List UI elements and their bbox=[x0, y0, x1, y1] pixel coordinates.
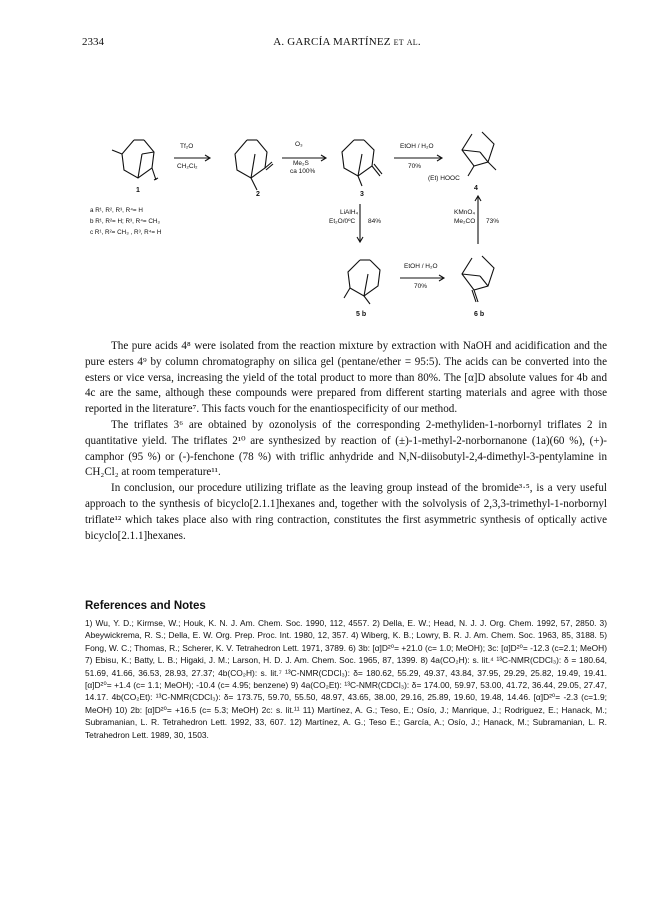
compound-6b-structure bbox=[462, 256, 494, 302]
substituent-legend-a: a R¹, R², R³, R⁴= H bbox=[90, 207, 143, 214]
arrow-1-to-2 bbox=[174, 155, 210, 161]
reagent-o3: O₃ bbox=[295, 141, 303, 148]
arrow-5b-to-6b bbox=[400, 275, 444, 281]
compound-label-2: 2 bbox=[256, 191, 260, 198]
reagent-etoh-h2o-1: EtOH / H₂O bbox=[400, 143, 434, 150]
acid-group-label: (Et) HOOC bbox=[428, 175, 460, 182]
compound-3-structure bbox=[342, 140, 382, 186]
compound-2-structure bbox=[235, 140, 273, 190]
references-list: 1) Wu, Y. D.; Kirmse, W.; Houk, K. N. J. Am. Chem. Soc. 1990, 112, 4557. 2) Della, E. W.; Head, N. J. J. Org. Chem. 1992, 57, 2850. 3) Abeywickrema, R. S.; Della, E. W. Org. Prep. Proc. Int. 1980, 12, 357. 4) Wiberg, K. B.; Lowry, B. R. J. Am. Chem. Soc. 1963, 85, 3188. 5) Fong, W. C.; Thomas, R.; Scherer, K. V. Tetrahedron Lett. 1971, 3789. 6) 3b: [α]D²⁰= +21.0 (c= 1.0; MeOH); 3c: [α]D²⁰= -12.3 (c=2.1; MeOH) 7) Ebisu, K.; Batty, L. B.; Higaki, J. M.; Larson, H. D. J. Am. Chem. Soc. 1965, 87, 1399. 8) 4a(CO₂H): s. lit.⁴ ¹³C-NMR(CDCl₃): δ = 180.64, 51.69, 41.66, 36.53, 28.93, 27.37; 4b(CO₂H): s. lit.⁷ ¹³C-NMR(CDCl₃): δ= 180.62, 55.29, 49.37, 43.84, 37.95, 29.29, 25.82, 19.49, 19.41. [α]D²⁰= +1.4 (c= 1.1; MeOH); -10.4 (c= 4.95; benzene) 9) 4a(CO₂Et): ¹³C-NMR(CDCl₃): δ= 174.00, 59.97, 53.00, 41.72, 36.44, 29.05, 27.47, 14.17. 4b(CO₂Et): ¹³C-NMR(CDCl₃): δ= 173.75, 59.70, 55.50, 48.97, 43.65, 38.00, 29.16, 25.89, 19.60, 19.48, 14.46. [α]D²⁰= -2.3 (c=1.9; MeOH) 10) 2b: [α]D²⁰= +16.5 (c= 5.3; MeOH) 2c: s. lit.¹¹ 11) Martínez, A. G.; Teso, E.; Osío, J.; Manrique, J.; Rodriguez, E.; Hanack, M.; Subramanian, L. R. Tetrahedron Lett. 1992, 33, 607. 12) Martínez, A. G.; Teso E.; García, A.; Osío, J.; Hanack, M.; Subramanian, L. R. Tetrahedron Lett. 1989, 30, 1503. bbox=[85, 618, 607, 740]
page-number: 2334 bbox=[82, 36, 104, 48]
substituent-legend-c: c R¹, R²= CH₃ , R³, R⁴= H bbox=[90, 229, 162, 236]
compound-label-3: 3 bbox=[360, 191, 364, 198]
body-text bbox=[85, 339, 607, 544]
paragraph-conclusion: In conclusion, our procedure utilizing triflate as the leaving group instead of the bromide³·⁵, is a very useful approach to the synthesis of bicyclo[2.1.1]hexanes and, together with the solvolysis of 2,3,3-trimethyl-1-norbornyl triflate¹² which takes place also with ring contraction, constitutes the first asymmetric synthesis of optically active bicyclo[2.1.1]hexanes. bbox=[85, 482, 607, 542]
reagent-tf2o: Tf₂O bbox=[180, 143, 194, 150]
yield-reduction: 84% bbox=[368, 218, 382, 225]
compound-label-4: 4 bbox=[474, 185, 478, 192]
yield-solvolysis-1: 70% bbox=[408, 163, 422, 170]
yield-oxidation: 73% bbox=[486, 218, 500, 225]
paragraph-acids: The pure acids 4⁸ were isolated from the reaction mixture by extraction with NaOH and acidification and the pure esters 4⁹ by column chromatography on silica gel (pentane/ether = 95:5). The acids can be converted into the esters or vice versa, increasing the yield of the total product to more than 80%. The [α]D absolute values for 4b and 4c are the same, although these compounds were prepared from different starting materials and agree with those reported in the literature⁷. This facts vouch for the enantiospecificity of our method. bbox=[85, 340, 607, 416]
reagent-etoh-h2o-2: EtOH / H₂O bbox=[404, 263, 438, 270]
substituent-legend-b: b R¹, R²= H; R³, R⁴= CH₃ bbox=[90, 218, 160, 225]
paragraph-triflates: The triflates 3⁶ are obtained by ozonolysis of the corresponding 2-methyliden-1-norbornyl triflates 2 in quantitative yield. The triflates 2¹⁰ are synthesized by reaction of (±)-1-methyl-2-norbornanone (1a)(60 %), (+)-camphor (95 %) or (-)-fenchone (78 %) with triflic anhydride and N,N-diisobutyl-2,4-dimethyl-3-pentylamine in CH₂Cl₂ at room temperature¹¹. bbox=[85, 418, 607, 479]
references-heading: References and Notes bbox=[85, 600, 206, 612]
reagent-lialh4: LiAlH₄ bbox=[340, 209, 359, 216]
yield-ozonolysis: ca 100% bbox=[290, 168, 316, 175]
yield-solvolysis-2: 70% bbox=[414, 283, 428, 290]
running-head: A. GARCÍA MARTÍNEZ et al. bbox=[273, 36, 421, 48]
reagent-et2o: Et₂O/0ºC bbox=[329, 218, 356, 225]
reaction-scheme bbox=[82, 92, 612, 322]
compound-5b-structure bbox=[344, 260, 380, 304]
arrow-3-to-4 bbox=[394, 155, 442, 161]
reagent-kmno4: KMnO₄ bbox=[454, 209, 476, 216]
reagent-ch2cl2: CH₂Cl₂ bbox=[177, 163, 198, 170]
compound-4-structure bbox=[462, 132, 496, 176]
compound-label-1: 1 bbox=[136, 187, 140, 194]
reagent-me2co: Me₂CO bbox=[454, 218, 476, 225]
arrow-6b-to-4 bbox=[475, 196, 481, 244]
compound-label-6b: 6 b bbox=[474, 311, 485, 318]
compound-label-5b: 5 b bbox=[356, 311, 367, 318]
compound-1-structure bbox=[112, 140, 158, 180]
page-header bbox=[82, 36, 612, 52]
reagent-me2s: Me₂S bbox=[293, 160, 309, 167]
